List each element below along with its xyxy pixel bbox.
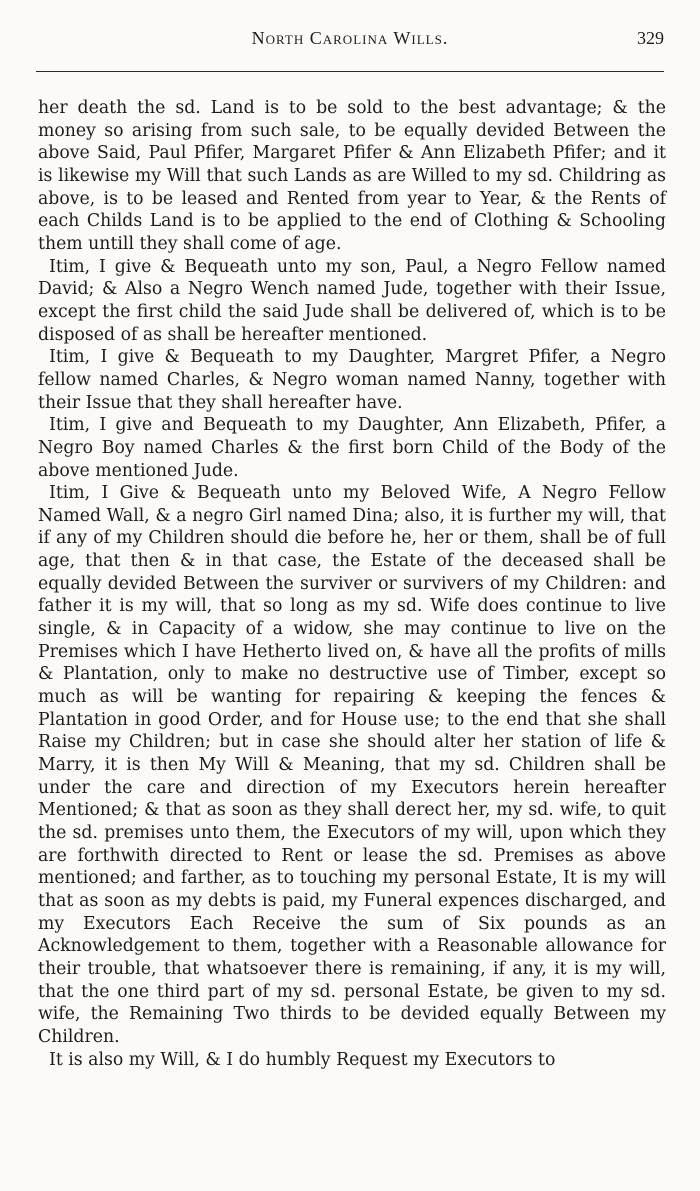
paragraph-continuation: her death the sd. Land is to be sold to the best advantage; & the money so arising from such sale, to be equally devided Between the above Said, Paul Pfifer, Margaret Pfifer & Ann Elizabeth Pfifer; and it is likewise my Will that such Lands as are Willed to my sd. Childring as above, is to be leased and Rented from year to Year, & the Rents of each Childs Land is to be applied to the end of Clothing & Schooling them untill they shall come of age.: [38, 98, 666, 254]
page-number: 329: [637, 28, 664, 48]
paragraph-bequest-wife: Itim, I Give & Bequeath unto my Beloved Wife, A Negro Fellow Named Wall, & a negro Girl named Dina; also, it is further my will, that if any of my Children should die before he, her or them, shall be of full age, that then & in that case, the Estate of the deceased shall be equally devided Between the surviver or survivers of my Children: and father it is my will, that so long as my sd. Wife does continue to live single, & in Capacity of a widow, she may continue to live on the Premises which I have Hetherto lived on, & have all the profits of mills & Plantation, only to make no destructive use of Timber, except so much as will be wanting for repairing & keeping the fences & Plantation in good Order, and for House use; to the end that she shall Raise my Children; but in case she should alter her station of life & Marry, it is then My Will & Meaning, that my sd. Children shall be under the care and direction of my Executors herein hereafter Mentioned; & that as soon as they shall derect her, my sd. wife, to quit the sd. premises unto them, the Executors of my will, upon which they are forthwith directed to Rent or lease the sd. Premises as above mentioned; and farther, as to touching my personal Estate, It is my will that as soon as my debts is paid, my Funeral expences discharged, and my Executors Each Receive the sum of Six pounds as an Acknowledgement to them, together with a Reasonable allowance for their trouble, that whatsoever there is remaining, if any, it is my will, that the one third part of my sd. personal Estate, be given to my sd. wife, the Remaining Two thirds to be devided equally Between my Children.: [38, 483, 666, 1047]
paragraph-bequest-son-paul: Itim, I give & Bequeath unto my son, Paul, a Negro Fellow named David; & Also a Negro Wench named Jude, together with their Issue, except the first child the said Jude shall be delivered of, which is to be disposed of as shall be hereafter mentioned.: [38, 256, 666, 345]
paragraph-request-executors: It is also my Will, & I do humbly Request my Executors to: [49, 1049, 556, 1070]
paragraph-bequest-daughter-margret: Itim, I give & Bequeath to my Daughter, Margret Pfifer, a Negro fellow named Charles, & Negro woman named Nanny, together with their Issue that they shall hereafter have.: [38, 347, 666, 413]
running-head-title: North Carolina Wills.: [251, 28, 449, 48]
header-rule: [36, 71, 664, 72]
running-head: [36, 28, 664, 58]
body-text: [38, 97, 666, 1071]
paragraph-bequest-daughter-ann: Itim, I give and Bequeath to my Daughter, Ann Elizabeth, Pfifer, a Negro Boy named Charles & the first born Child of the Body of the above mentioned Jude.: [38, 415, 666, 481]
